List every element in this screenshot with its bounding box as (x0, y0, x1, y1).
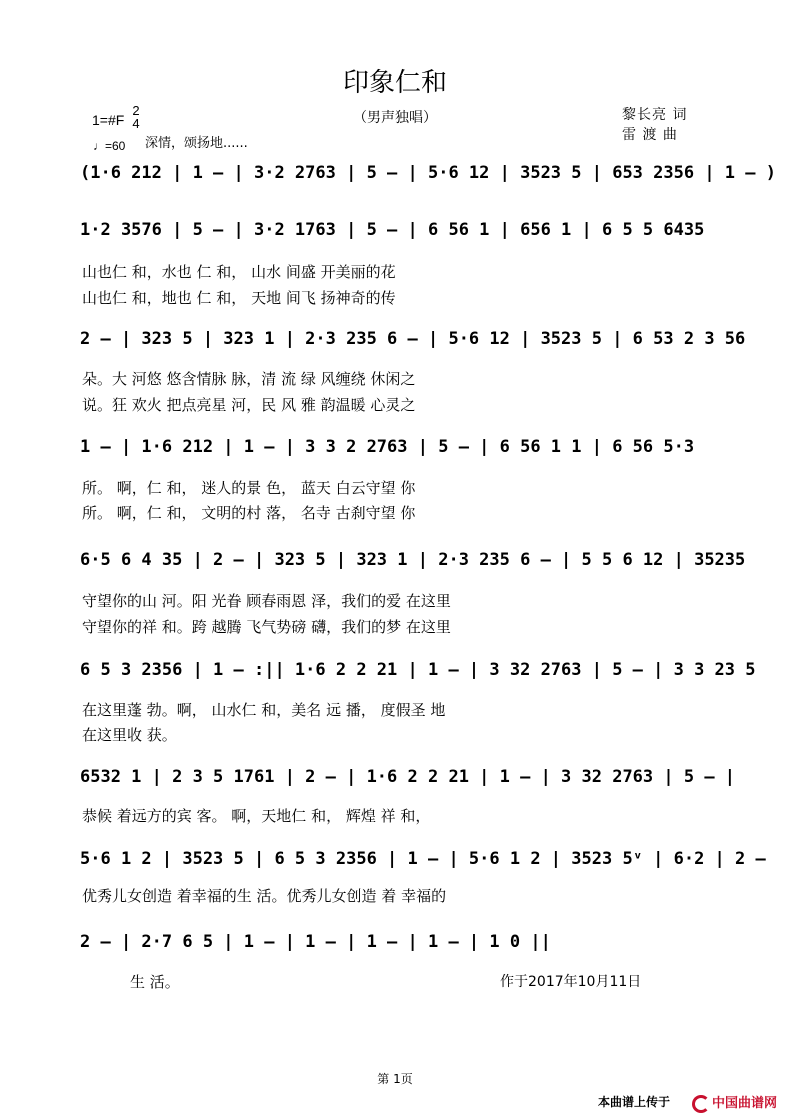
notation-line: (1·6 212 | 1 – | 3·2 2763 | 5 – | 5·6 12 | 3523 5 | 653 2356 | 1 – ) (80, 163, 776, 183)
notation-line: 1·2 3576 | 5 – | 3·2 1763 | 5 – | 6 56 1 | 656 1 | 6 5 5 6435 (80, 220, 705, 240)
lyric-line: 所。 啊，仁 和， 文明的村 落， 名寺 古刹守望 你 (82, 504, 416, 522)
lyric-line: 在这里蓬 勃。啊， 山水仁 和，美名 远 播， 度假圣 地 (82, 701, 446, 719)
notation-line: 6 5 3 2356 | 1 – :|| 1·6 2 2 21 | 1 – | 3 32 2763 | 5 – | 3 3 23 5 (80, 660, 756, 680)
lyric-line: 优秀儿女创造 着幸福的生 活。优秀儿女创造 着 幸福的 (82, 887, 447, 905)
key-signature: 1=#F (92, 112, 125, 128)
notation-line: 6532 1 | 2 3 5 1761 | 2 – | 1·6 2 2 21 | 1 – | 3 32 2763 | 5 – | (80, 767, 736, 787)
notation-line: 2 – | 323 5 | 323 1 | 2·3 235 6 – | 5·6 12 | 3523 5 | 6 53 2 3 56 (80, 329, 746, 349)
lyricist-credit: 黎长亮 词 (622, 107, 688, 123)
lyric-line: 在这里收 获。 (82, 726, 177, 744)
lyric-line: 朵。大 河悠 悠含情脉 脉，清 流 绿 风缠绕 休闲之 (82, 370, 416, 388)
time-signature: 2 4 (132, 103, 140, 131)
score-subtitle: （男声独唱） (353, 110, 437, 126)
expression-marking: 深情，颂扬地...... (145, 136, 248, 151)
site-logo[interactable] (692, 1092, 777, 1113)
upload-note: 本曲谱上传于 (598, 1095, 671, 1109)
lyric-line: 守望你的山 河。阳 光眷 顾春雨恩 泽，我们的爱 在这里 (82, 592, 451, 610)
notation-line: 6·5 6 4 35 | 2 – | 323 5 | 323 1 | 2·3 235 6 – | 5 5 6 12 | 35235 (80, 550, 746, 570)
page-number: 第 1页 (377, 1072, 413, 1086)
site-logo-text: 中国曲谱网 (712, 1096, 778, 1111)
lyric-line: 生 活。 (130, 973, 180, 991)
composition-date: 作于2017年10月11日 (500, 974, 642, 990)
lyric-line: 说。狂 欢火 把点亮星 河，民 风 雅 韵温暖 心灵之 (82, 396, 416, 414)
tempo-marking: ♩=60 (93, 139, 126, 153)
score-title: 印象仁和 (342, 68, 447, 98)
notation-line: 5·6 1 2 | 3523 5 | 6 5 3 2356 | 1 – | 5·6 1 2 | 3523 5ᵛ | 6·2 | 2 – (80, 849, 766, 869)
lyric-line: 山也仁 和，地也 仁 和， 天地 间飞 扬神奇的传 (82, 289, 396, 307)
lyric-line: 恭候 着远方的宾 客。 啊，天地仁 和， 辉煌 祥 和， (82, 807, 431, 825)
lyric-line: 守望你的祥 和。跨 越腾 飞气势磅 礴，我们的梦 在这里 (82, 618, 451, 636)
lyric-line: 所。 啊，仁 和， 迷人的景 色， 蓝天 白云守望 你 (82, 479, 416, 497)
notation-line: 2 – | 2·7 6 5 | 1 – | 1 – | 1 – | 1 – | 1 0 || (80, 932, 551, 952)
logo-icon (692, 1095, 710, 1113)
composer-credit: 雷 渡 曲 (622, 127, 678, 143)
lyric-line: 山也仁 和，水也 仁 和， 山水 间盛 开美丽的花 (82, 263, 396, 281)
notation-line: 1 – | 1·6 212 | 1 – | 3 3 2 2763 | 5 – | 6 56 1 1 | 6 56 5·3 (80, 437, 695, 457)
